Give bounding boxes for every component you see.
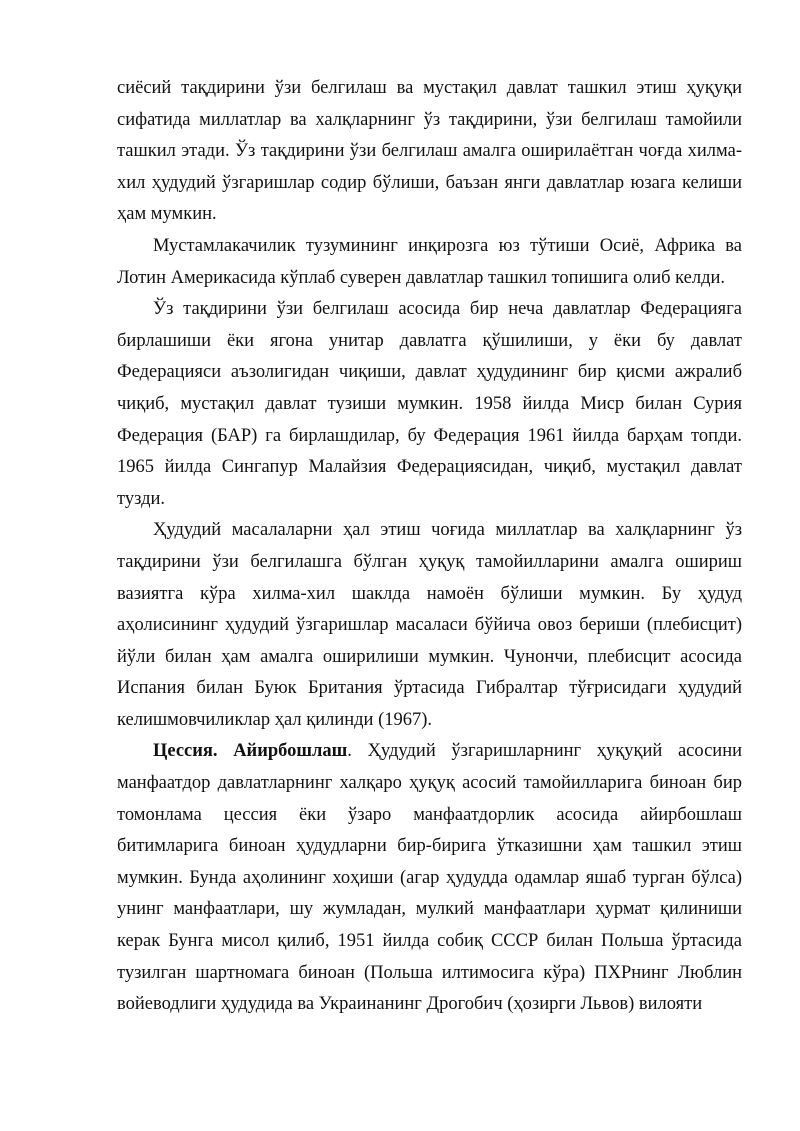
paragraph-5 bbox=[117, 736, 742, 1020]
section-heading: Цессия. Айирбошлаш bbox=[153, 741, 348, 762]
paragraph-1: сиёсий тақдирини ўзи белгилаш ва мустақил давлат ташкил этиш ҳуқуқи сифатида миллатлар ва халқларнинг ўз тақдирини, ўзи белгилаш тамойили ташкил этади. Ўз тақдирини ўзи белгилаш амалга оширилаётган чоғда хилма-хил ҳудудий ўзгаришлар содир бўлиши, баъзан янги давлатлар юзага келиши ҳам мумкин. bbox=[117, 78, 742, 225]
paragraph-5-text: . Ҳудудий ўзгаришларнинг ҳуқуқий асосини манфаатдор давлатларнинг халқаро ҳуқуқ асосий тамойилларига биноан бир томонлама цессия ёки ўзаро манфаатдорлик асосида айирбошлаш битимларига биноан ҳудудларни бир-бирига ўтказишни ҳам ташкил этиш мумкин. Бунда аҳолининг хоҳиши (агар ҳудудда одамлар яшаб турган бўлса) унинг манфаатлари, шу жумладан, мулкий манфаатлари ҳурмат қилиниши керак Бунга мисол қилиб, 1951 йилда собиқ СССР билан Польша ўртасида тузилган шартномага биноан (Польша илтимосига кўра) ПХРнинг Люблин войеводлиги ҳудудида ва Украинанинг Дрогобич (ҳозирги Львов) вилояти bbox=[117, 741, 742, 1015]
paragraph-2: Мустамлакачилик тузумининг инқирозга юз тўтиши Осиё, Африка ва Лотин Америкасида кўплаб суверен давлатлар ташкил топишига олиб келди. bbox=[117, 235, 742, 288]
paragraph-3: Ўз тақдирини ўзи белгилаш асосида бир неча давлатлар Федерацияга бирлашиши ёки ягона унитар давлатга қўшилиши, у ёки бу давлат Федерацияси аъзолигидан чиқиши, давлат ҳудудининг бир қисми ажралиб чиқиб, мустақил давлат тузиши мумкин. 1958 йилда Миср билан Сурия Федерация (БАР) га бирлашдилар, бу Федерация 1961 йилда барҳам топди. 1965 йилда Сингапур Малайзия Федерациясидан, чиқиб, мустақил давлат тузди. bbox=[117, 299, 742, 509]
document-page bbox=[117, 73, 742, 1021]
paragraph-4: Ҳудудий масалаларни ҳал этиш чоғида миллатлар ва халқларнинг ўз тақдирини ўзи белгилашга бўлган ҳуқуқ тамойилларини амалга ошириш вазиятга кўра хилма-хил шаклда намоён бўлиши мумкин. Бу ҳудуд аҳолисининг ҳудудий ўзгаришлар масаласи бўйича овоз бериши (плебисцит) йўли билан ҳам амалга оширилиши мумкин. Чунончи, плебисцит асосида Испания билан Буюк Британия ўртасида Гибралтар тўғрисидаги ҳудудий келишмовчиликлар ҳал қилинди (1967). bbox=[117, 520, 742, 730]
